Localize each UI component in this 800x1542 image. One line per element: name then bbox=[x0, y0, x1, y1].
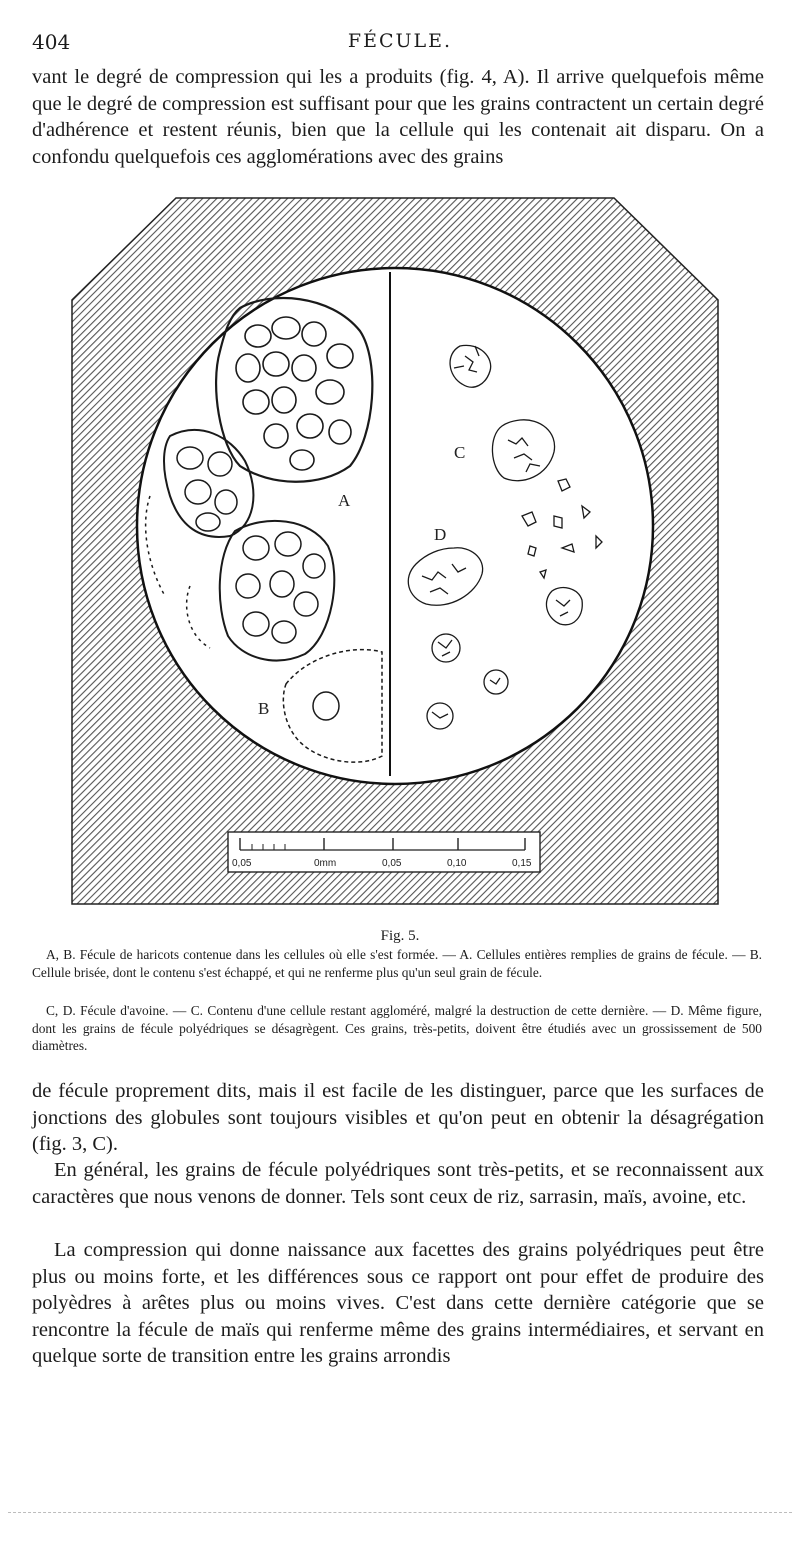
body-paragraph-3: En général, les grains de fécule polyédriques sont très-petits, et se reconnaissent aux caractères que nous venons de donner. Tels sont ceux de riz, sarrasin, maïs, avoine, etc. bbox=[32, 1159, 764, 1208]
scale-tick-label: 0,10 bbox=[447, 858, 467, 869]
running-title: FÉCULE. bbox=[347, 30, 453, 52]
scale-tick-label: 0,15 bbox=[512, 858, 532, 869]
running-head bbox=[32, 30, 768, 58]
microscope-plate bbox=[70, 196, 720, 908]
microscope-field bbox=[137, 268, 653, 784]
figure-5-illustration bbox=[70, 196, 720, 908]
scale-tick-label: 0mm bbox=[314, 858, 337, 869]
figure-caption-2: C, D. Fécule d'avoine. — C. Contenu d'une cellule restant aggloméré, malgré la destruction de cette dernière. — D. Même figure, dont les grains de fécule polyédriques se désagrègent. Ces grains, très-petits, doivent être étudiés avec un grossissement de 500 diamètres. bbox=[32, 1003, 762, 1053]
body-paragraph-1: vant le degré de compression qui les a produits (fig. 4, A). Il arrive quelquefois même que le degré de compression est suffisant pour que les grains contractent un certain degré d'adhérence et restent réunis, bien que la cellule qui les contenait ait disparu. On a confondu quelquefois ces agglomérations avec des grains bbox=[32, 66, 764, 168]
scale-tick-label: 0,05 bbox=[232, 858, 252, 869]
micrometer-scale bbox=[228, 832, 540, 872]
label-B: B bbox=[258, 699, 270, 718]
body-paragraph-2: de fécule proprement dits, mais il est facile de les distinguer, parce que les surfaces de jonctions des globules sont toujours visibles et qu'on peut en obtenir la désagrégation (fig. 3, C). bbox=[32, 1080, 764, 1155]
body-paragraph-4: La compression qui donne naissance aux facettes des grains polyédriques peut être plus ou moins forte, et les différences sous ce rapport ont pour effet de produire des polyèdres à arêtes plus ou moins vives. C'est dans cette dernière catégorie que se rencontre la fécule de maïs qui renferme même des grains intermédiaires, et servant en quelque sorte de transition entre les grains arrondis bbox=[32, 1239, 764, 1367]
figure-caption-1: A, B. Fécule de haricots contenue dans les cellules où elle s'est formée. — A. Cellules entières remplies de grains de fécule. — B. Cellule brisée, dont le contenu s'est échappé, et qui ne renferme plus qu'un seul grain de fécule. bbox=[32, 947, 762, 980]
label-C: C bbox=[454, 443, 466, 462]
scale-tick-label: 0,05 bbox=[382, 858, 402, 869]
label-A: A bbox=[338, 491, 351, 510]
label-D: D bbox=[434, 525, 447, 544]
footer-rule bbox=[8, 1512, 792, 1513]
page-number: 404 bbox=[32, 30, 71, 54]
figure-number: Fig. 5. bbox=[380, 928, 420, 944]
